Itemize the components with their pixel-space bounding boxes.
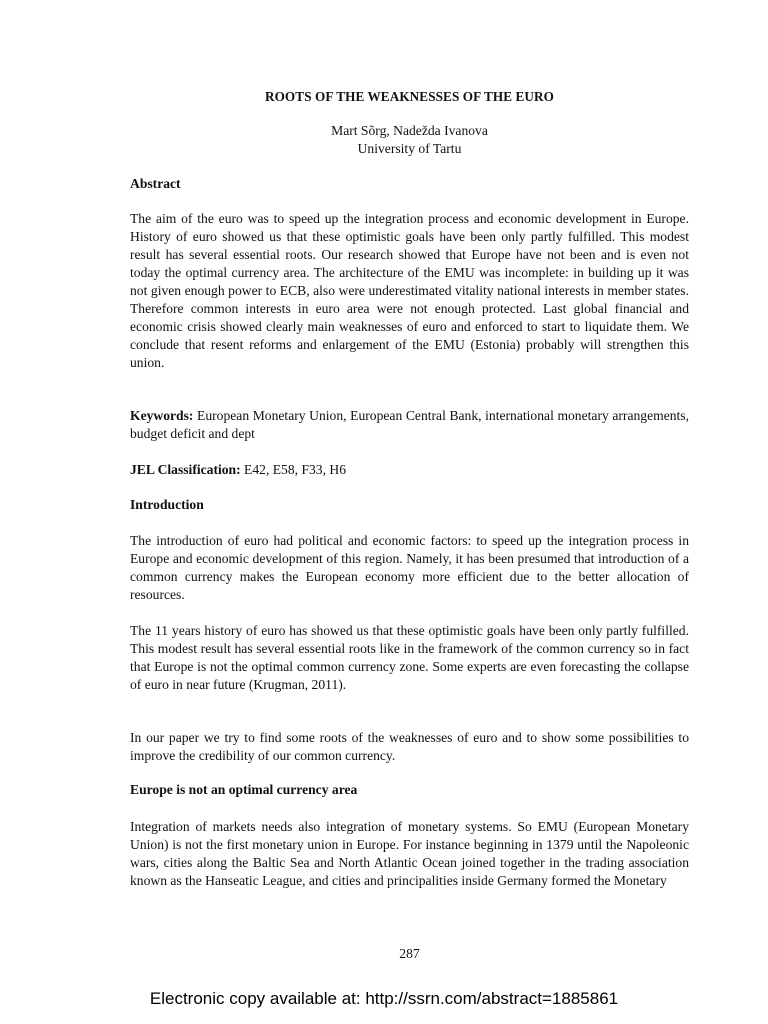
jel-paragraph bbox=[130, 461, 689, 479]
intro-paragraph-3: In our paper we try to find some roots of the weaknesses of euro and to show some possibilities to improve the credibility of our common currency. bbox=[130, 730, 689, 763]
paper-authors: Mart Sõrg, Nadežda Ivanova bbox=[331, 123, 488, 138]
keywords-label: Keywords: bbox=[130, 408, 194, 423]
ssrn-footer: Electronic copy available at: http://ssrn.com/abstract=1885861 bbox=[149, 989, 619, 1008]
abstract-heading: Abstract bbox=[130, 176, 181, 191]
paper-affiliation: University of Tartu bbox=[357, 141, 462, 156]
introduction-heading: Introduction bbox=[130, 497, 204, 512]
keywords-paragraph bbox=[130, 407, 689, 443]
paper-title: ROOTS OF THE WEAKNESSES OF THE EURO bbox=[264, 89, 555, 104]
section2-paragraph-1: Integration of markets needs also integration of monetary systems. So EMU (European Monetary Union) is not the first monetary union in Europe. For instance beginning in 1379 until the Napoleonic wars, cities along the Baltic Sea and North Atlantic Ocean joined together in the trading association known as the Hanseatic League, and cities and principalities inside Germany formed the Monetary bbox=[130, 819, 689, 888]
intro-paragraph-1: The introduction of euro had political and economic factors: to speed up the integration process in Europe and economic development of this region. Namely, it has been presumed that introduction of a common currency makes the European economy more efficient due to the better allocation of resources. bbox=[130, 533, 689, 602]
intro-paragraph-2: The 11 years history of euro has showed us that these optimistic goals have been only partly fulfilled. This modest result has several essential roots like in the framework of the common currency so in fact that Europe is not the optimal common currency zone. Some experts are even forecasting the collapse of euro in near future (Krugman, 2011). bbox=[130, 623, 689, 692]
section-heading-optimal-currency: Europe is not an optimal currency area bbox=[130, 782, 358, 797]
keywords-text: European Monetary Union, European Central Bank, international monetary arrangements, budget deficit and dept bbox=[130, 408, 689, 441]
page-number: 287 bbox=[399, 946, 420, 961]
jel-text: E42, E58, F33, H6 bbox=[240, 462, 347, 477]
abstract-text: The aim of the euro was to speed up the integration process and economic development in Europe. History of euro showed us that these optimistic goals have been only partly fulfilled. This modest result has several essential roots. Our research showed that Europe have not been and is even not today the optimal currency area. The architecture of the EMU was incomplete: in building up it was not given enough power to ECB, also were underestimated vitality national interests in member states. Therefore common interests in euro area were not enough protected. Last global financial and economic crisis showed clearly main weaknesses of euro and enforced to start to liquidate them. We conclude that resent reforms and enlargement of the EMU (Estonia) probably will strengthen this union. bbox=[130, 211, 689, 370]
jel-label: JEL Classification: bbox=[130, 462, 241, 477]
